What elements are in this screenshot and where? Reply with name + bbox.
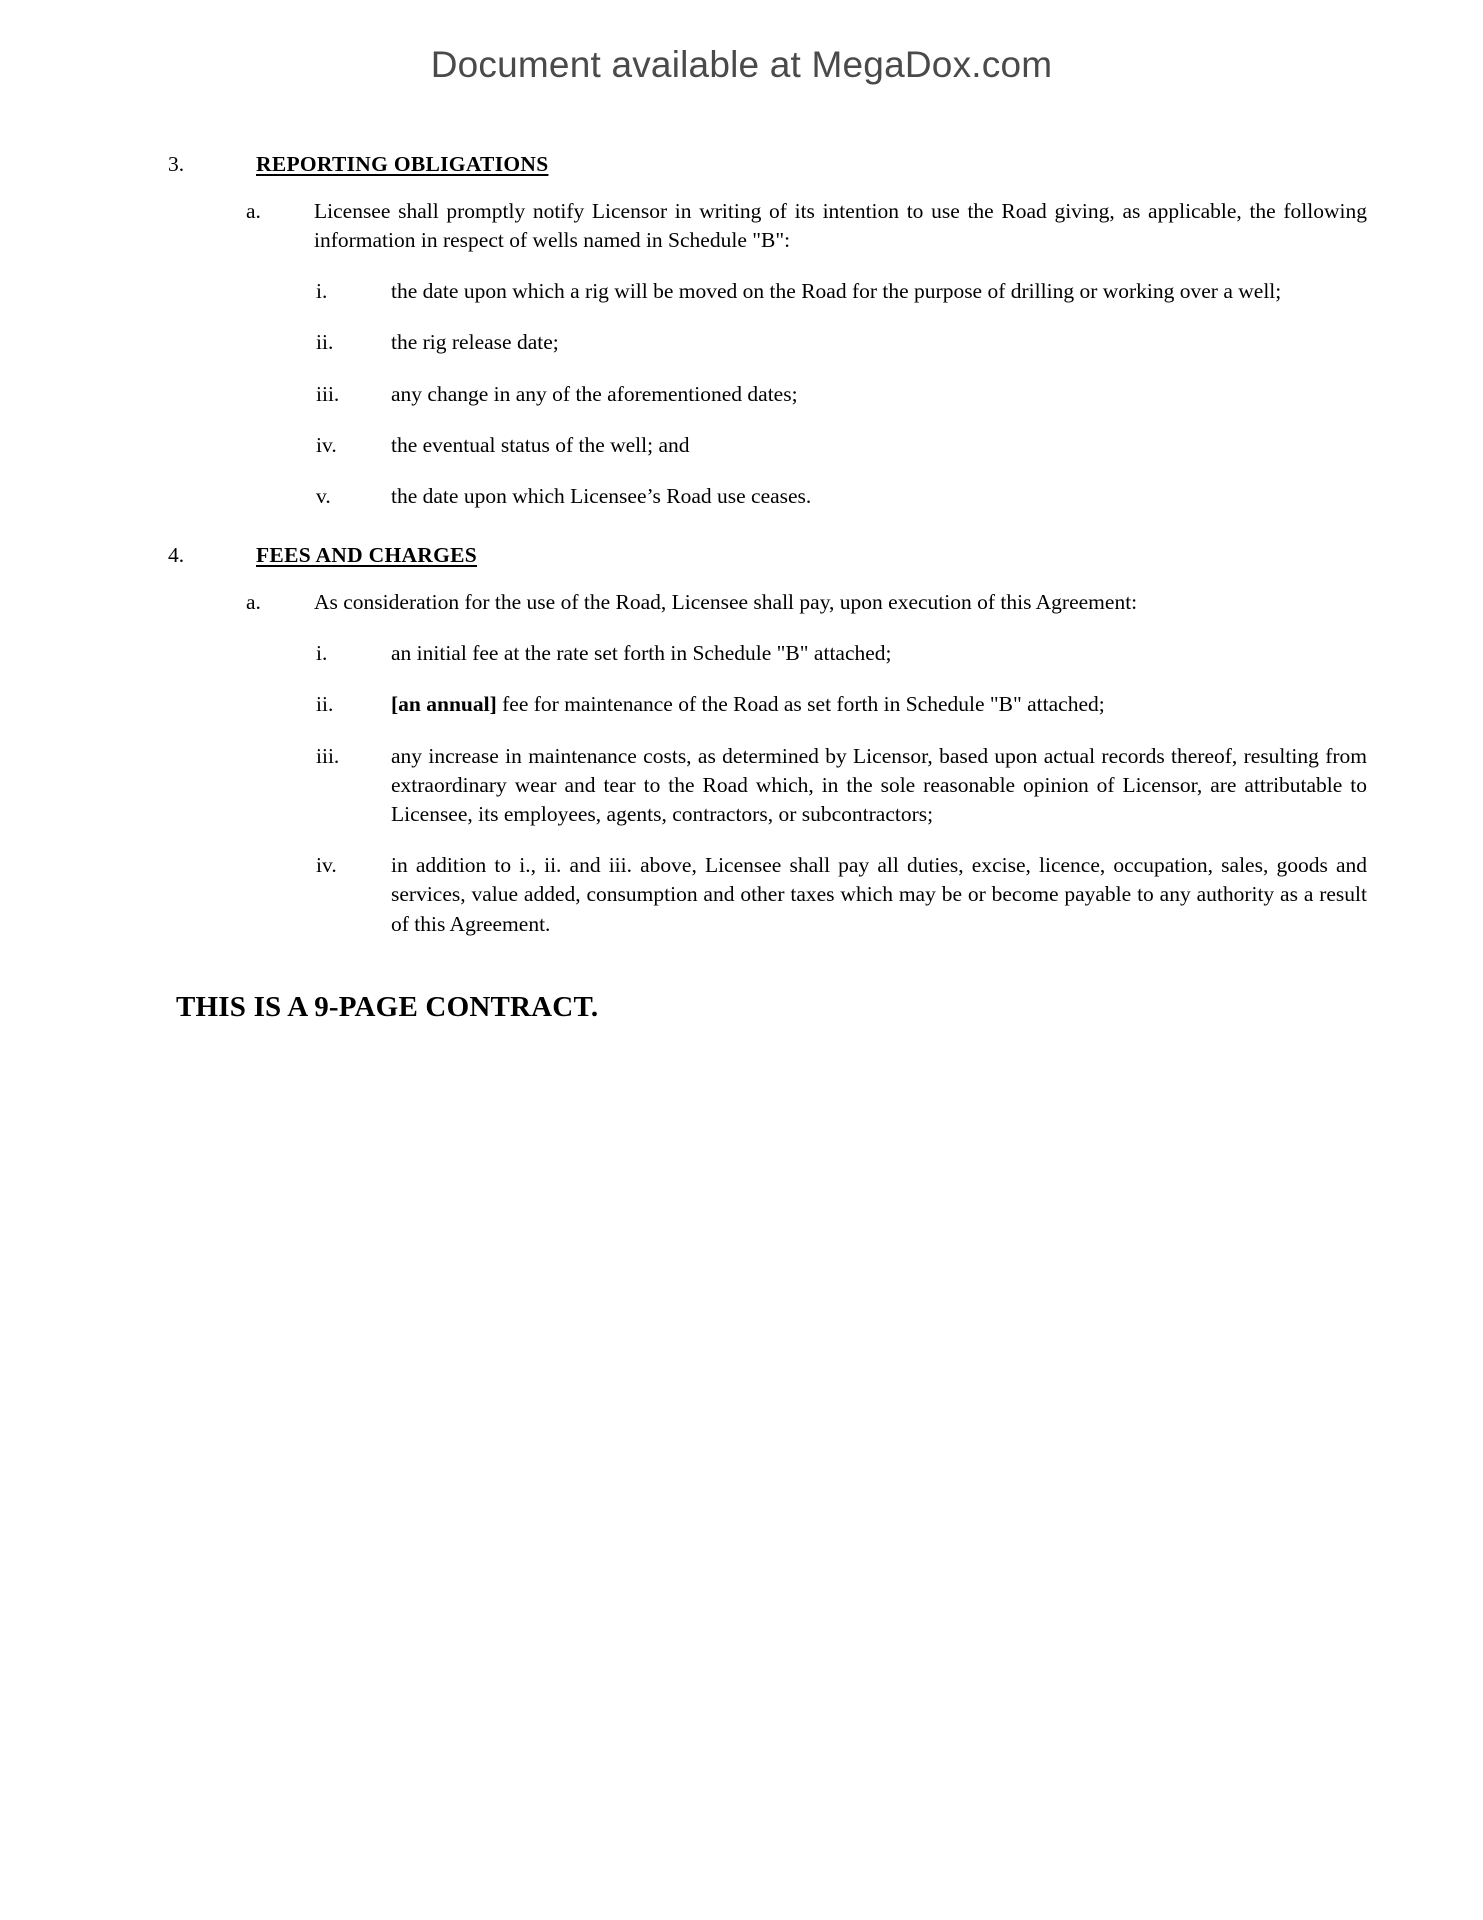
section-heading (168, 541, 1367, 570)
subclause-marker: v. (316, 484, 331, 508)
section-number: 3. (168, 152, 185, 176)
clause-item (168, 197, 1367, 255)
subclause-marker: iv. (316, 432, 337, 457)
subclause-item (168, 482, 1367, 511)
subclause-text: the date upon which Licensee’s Road use ceases. (391, 484, 812, 508)
subclause-marker: ii. (316, 692, 334, 717)
section-fees-and-charges (168, 541, 1367, 939)
section-title: FEES AND CHARGES (256, 543, 478, 568)
subclause-marker: iv. (316, 853, 337, 878)
section-number: 4. (168, 543, 185, 568)
clause-item (168, 588, 1367, 617)
clause-marker: a. (246, 198, 261, 223)
subclause-text: the rig release date; (391, 330, 559, 355)
subclause-text: any change in any of the aforementioned dates; (391, 381, 798, 406)
section-title: REPORTING OBLIGATIONS (256, 152, 549, 176)
clause-text: As consideration for the use of the Road, Licensee shall pay, upon execution of this Agreement: (314, 589, 1138, 614)
document-body (0, 150, 1483, 1024)
section-heading (168, 150, 1367, 179)
subclause-marker: i. (316, 641, 328, 666)
subclause-item (168, 277, 1367, 306)
subclause-bold-lead: [an annual] (391, 692, 497, 717)
subclause-marker: iii. (316, 381, 340, 406)
subclause-item (168, 328, 1367, 357)
subclause-text: the eventual status of the well; and (391, 432, 690, 457)
subclause-item (168, 851, 1367, 939)
subclause-item (168, 742, 1367, 830)
subclause-text-rest: fee for maintenance of the Road as set forth in Schedule "B" attached; (496, 692, 1105, 717)
clause-text: Licensee shall promptly notify Licensor in writing of its intention to use the Road giving, as applicable, the following information in respect of wells named in Schedule "B": (314, 198, 1367, 252)
document-watermark-header (0, 0, 1483, 86)
subclause-text: an initial fee at the rate set forth in Schedule "B" attached; (391, 641, 892, 666)
section-reporting-obligations (168, 150, 1367, 511)
subclause-marker: ii. (316, 330, 334, 355)
subclause-text (391, 690, 1367, 719)
subclause-marker: iii. (316, 743, 340, 768)
clause-marker: a. (246, 589, 261, 614)
subclause-item (168, 639, 1367, 668)
subclause-text: the date upon which a rig will be moved on the Road for the purpose of drilling or working over a well; (391, 279, 1282, 304)
subclause-marker: i. (316, 279, 328, 304)
contract-page-count-note: THIS IS A 9-PAGE CONTRACT. (176, 990, 599, 1023)
subclause-item (168, 431, 1367, 460)
subclause-item (168, 380, 1367, 409)
subclause-text: in addition to i., ii. and iii. above, Licensee shall pay all duties, excise, licence, occupation, sales, goods and services, value added, consumption and other taxes which may be or become payable to any authority as a result of this Agreement. (391, 853, 1367, 936)
subclause-item (168, 690, 1367, 719)
watermark-text: Document available at MegaDox.com (430, 44, 1053, 85)
subclause-text: any increase in maintenance costs, as determined by Licensor, based upon actual records thereof, resulting from extraordinary wear and tear to the Road which, in the sole reasonable opinion of Licensor, are attributable to Licensee, its employees, agents, contractors, or subcontractors; (391, 743, 1367, 826)
